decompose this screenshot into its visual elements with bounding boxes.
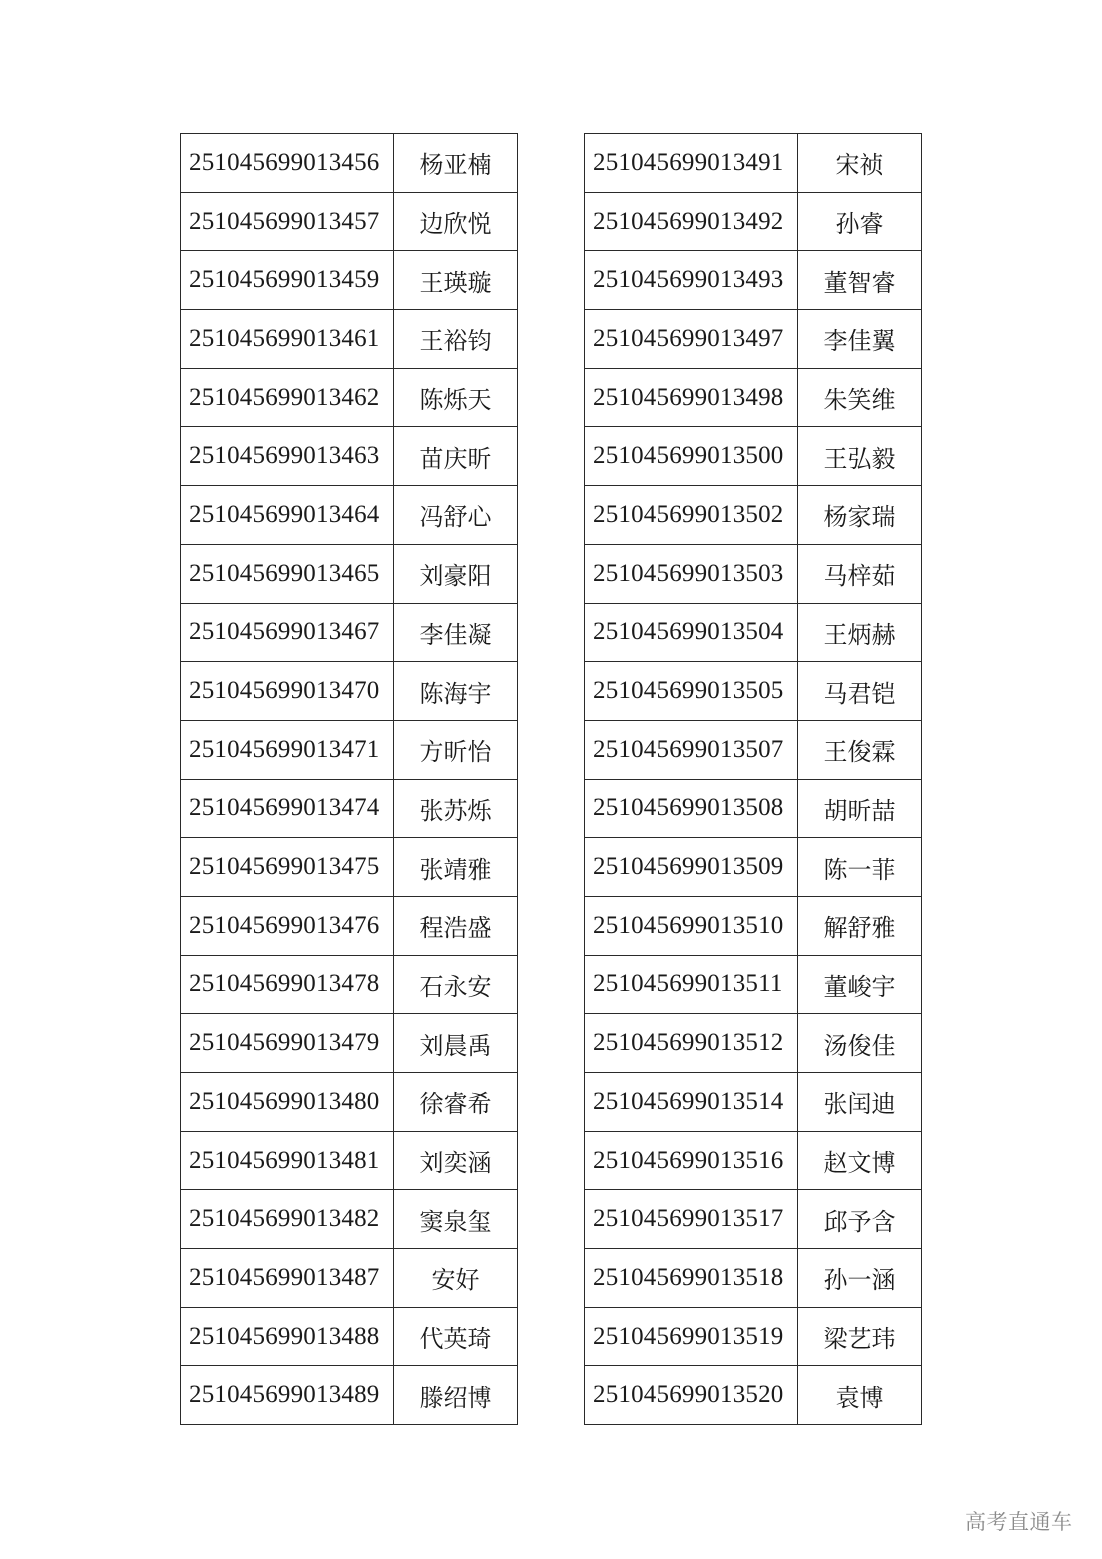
candidate-name: 石永安	[394, 955, 518, 1014]
table-row	[181, 662, 518, 721]
candidate-id: 251045699013464	[181, 486, 394, 545]
table-row	[585, 1014, 922, 1073]
table-row	[181, 544, 518, 603]
table-row	[181, 134, 518, 193]
candidate-name: 王弘毅	[798, 427, 922, 486]
table-row	[585, 427, 922, 486]
candidate-name: 袁博	[798, 1366, 922, 1425]
table-row	[585, 1190, 922, 1249]
table-row	[585, 251, 922, 310]
candidate-id: 251045699013491	[585, 134, 798, 193]
candidate-id: 251045699013470	[181, 662, 394, 721]
candidate-id: 251045699013493	[585, 251, 798, 310]
table-row	[585, 134, 922, 193]
table-row	[585, 368, 922, 427]
candidate-id: 251045699013503	[585, 544, 798, 603]
candidate-name: 杨家瑞	[798, 486, 922, 545]
candidate-id: 251045699013475	[181, 838, 394, 897]
candidate-id: 251045699013471	[181, 720, 394, 779]
candidate-name: 王俊霖	[798, 720, 922, 779]
table-row	[181, 1073, 518, 1132]
table-row	[585, 779, 922, 838]
table-row	[181, 1131, 518, 1190]
candidate-name: 李佳凝	[394, 603, 518, 662]
candidate-id: 251045699013489	[181, 1366, 394, 1425]
table-row	[585, 896, 922, 955]
candidate-id: 251045699013518	[585, 1249, 798, 1308]
candidate-id: 251045699013505	[585, 662, 798, 721]
candidate-name: 朱笑维	[798, 368, 922, 427]
candidate-id: 251045699013510	[585, 896, 798, 955]
candidate-name: 窦泉玺	[394, 1190, 518, 1249]
candidate-id: 251045699013479	[181, 1014, 394, 1073]
candidate-id: 251045699013519	[585, 1307, 798, 1366]
table-row	[181, 192, 518, 251]
candidate-id: 251045699013480	[181, 1073, 394, 1132]
candidate-id: 251045699013509	[585, 838, 798, 897]
table-row	[181, 1190, 518, 1249]
table-row	[585, 1307, 922, 1366]
candidate-name: 冯舒心	[394, 486, 518, 545]
right-candidate-table	[584, 133, 922, 1425]
table-row	[585, 662, 922, 721]
candidate-id: 251045699013514	[585, 1073, 798, 1132]
candidate-name: 安好	[394, 1249, 518, 1308]
table-row	[585, 955, 922, 1014]
table-row	[585, 1073, 922, 1132]
table-row	[181, 1366, 518, 1425]
candidate-name: 胡昕喆	[798, 779, 922, 838]
candidate-name: 陈烁天	[394, 368, 518, 427]
candidate-name: 陈一菲	[798, 838, 922, 897]
table-row	[181, 1014, 518, 1073]
candidate-id: 251045699013500	[585, 427, 798, 486]
candidate-id: 251045699013482	[181, 1190, 394, 1249]
candidate-name: 方昕怡	[394, 720, 518, 779]
table-row	[585, 1366, 922, 1425]
candidate-name: 解舒雅	[798, 896, 922, 955]
table-row	[585, 486, 922, 545]
candidate-name: 赵文博	[798, 1131, 922, 1190]
candidate-id: 251045699013520	[585, 1366, 798, 1425]
candidate-name: 董峻宇	[798, 955, 922, 1014]
candidate-id: 251045699013462	[181, 368, 394, 427]
table-row	[585, 544, 922, 603]
candidate-id: 251045699013511	[585, 955, 798, 1014]
table-row	[181, 310, 518, 369]
candidate-name: 刘豪阳	[394, 544, 518, 603]
watermark: 高考直通车	[965, 1510, 1073, 1534]
table-row	[585, 1249, 922, 1308]
candidate-id: 251045699013457	[181, 192, 394, 251]
table-row	[181, 1249, 518, 1308]
candidate-name: 王瑛璇	[394, 251, 518, 310]
candidate-name: 马梓茹	[798, 544, 922, 603]
table-row	[585, 603, 922, 662]
candidate-id: 251045699013517	[585, 1190, 798, 1249]
candidate-name: 王炳赫	[798, 603, 922, 662]
candidate-id: 251045699013456	[181, 134, 394, 193]
candidate-id: 251045699013516	[585, 1131, 798, 1190]
candidate-id: 251045699013487	[181, 1249, 394, 1308]
table-row	[181, 1307, 518, 1366]
candidate-name: 孙睿	[798, 192, 922, 251]
candidate-id: 251045699013504	[585, 603, 798, 662]
table-row	[181, 896, 518, 955]
candidate-name: 边欣悦	[394, 192, 518, 251]
candidate-name: 王裕钧	[394, 310, 518, 369]
candidate-id: 251045699013497	[585, 310, 798, 369]
candidate-id: 251045699013508	[585, 779, 798, 838]
candidate-id: 251045699013467	[181, 603, 394, 662]
table-row	[181, 838, 518, 897]
candidate-id: 251045699013478	[181, 955, 394, 1014]
candidate-id: 251045699013488	[181, 1307, 394, 1366]
candidate-id: 251045699013481	[181, 1131, 394, 1190]
table-row	[181, 603, 518, 662]
candidate-name: 李佳翼	[798, 310, 922, 369]
table-row	[181, 720, 518, 779]
candidate-id: 251045699013512	[585, 1014, 798, 1073]
candidate-name: 张靖雅	[394, 838, 518, 897]
candidate-id: 251045699013465	[181, 544, 394, 603]
table-row	[181, 251, 518, 310]
candidate-name: 徐睿希	[394, 1073, 518, 1132]
candidate-name: 汤俊佳	[798, 1014, 922, 1073]
candidate-id: 251045699013474	[181, 779, 394, 838]
candidate-name: 马君铠	[798, 662, 922, 721]
table-row	[585, 310, 922, 369]
table-row	[181, 368, 518, 427]
candidate-name: 代英琦	[394, 1307, 518, 1366]
candidate-name: 董智睿	[798, 251, 922, 310]
candidate-name: 孙一涵	[798, 1249, 922, 1308]
candidate-id: 251045699013492	[585, 192, 798, 251]
left-candidate-table	[180, 133, 518, 1425]
table-row	[585, 838, 922, 897]
candidate-name: 滕绍博	[394, 1366, 518, 1425]
candidate-id: 251045699013507	[585, 720, 798, 779]
candidate-name: 邱予含	[798, 1190, 922, 1249]
candidate-id: 251045699013459	[181, 251, 394, 310]
table-row	[585, 192, 922, 251]
table-row	[585, 720, 922, 779]
candidate-id: 251045699013476	[181, 896, 394, 955]
table-row	[181, 955, 518, 1014]
table-row	[585, 1131, 922, 1190]
candidate-name: 杨亚楠	[394, 134, 518, 193]
candidate-name: 刘奕涵	[394, 1131, 518, 1190]
candidate-name: 程浩盛	[394, 896, 518, 955]
table-row	[181, 486, 518, 545]
candidate-id: 251045699013461	[181, 310, 394, 369]
table-row	[181, 427, 518, 486]
candidate-name: 梁艺玮	[798, 1307, 922, 1366]
candidate-name: 张苏烁	[394, 779, 518, 838]
table-row	[181, 779, 518, 838]
candidate-name: 苗庆昕	[394, 427, 518, 486]
candidate-id: 251045699013502	[585, 486, 798, 545]
candidate-name: 陈海宇	[394, 662, 518, 721]
candidate-id: 251045699013498	[585, 368, 798, 427]
candidate-name: 宋祯	[798, 134, 922, 193]
candidate-name: 张闰迪	[798, 1073, 922, 1132]
candidate-id: 251045699013463	[181, 427, 394, 486]
right-table-body	[585, 134, 922, 1425]
candidate-name: 刘晨禹	[394, 1014, 518, 1073]
left-table-body	[181, 134, 518, 1425]
